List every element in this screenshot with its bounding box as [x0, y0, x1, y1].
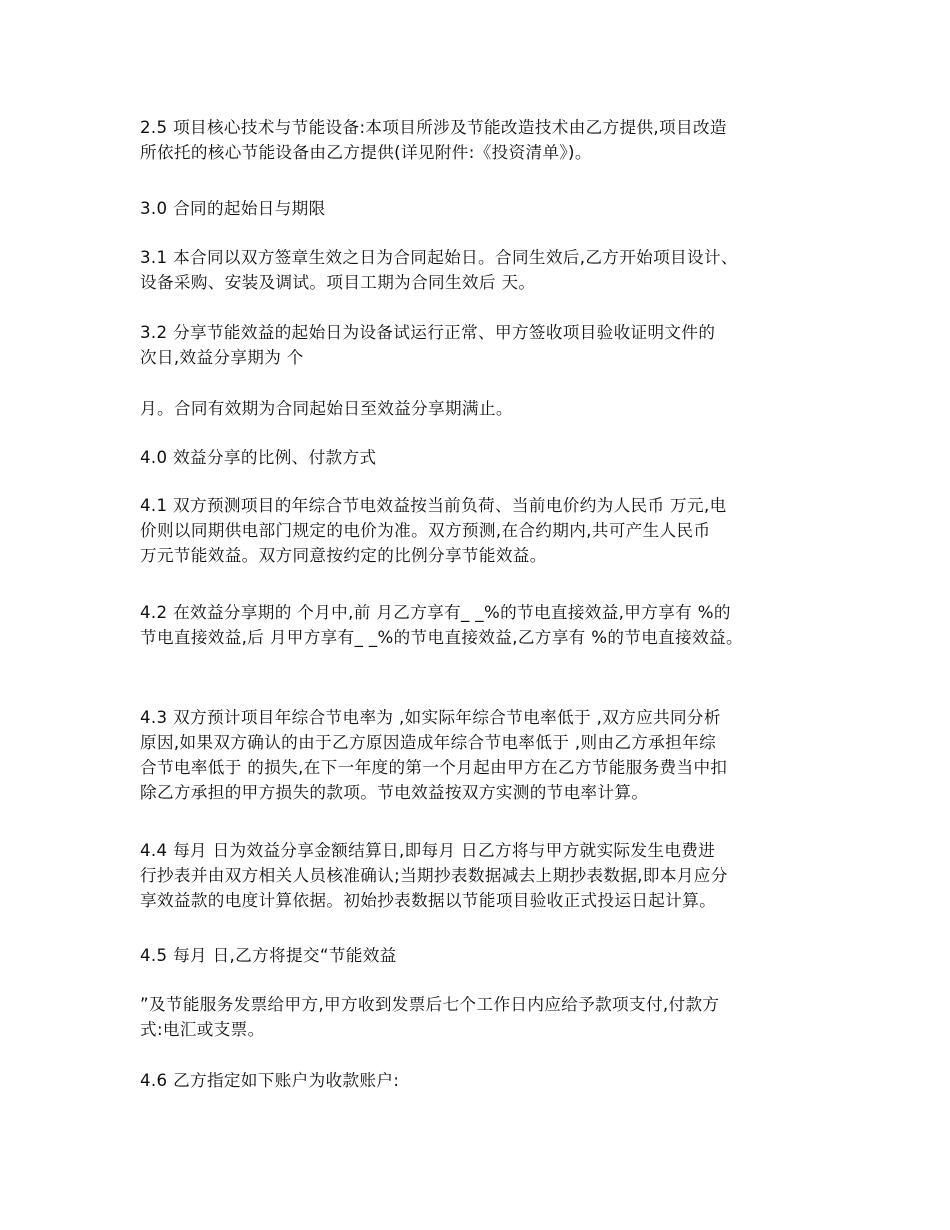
paragraph-4-3	[140, 705, 727, 805]
paragraph-4-4	[140, 838, 728, 913]
text-line: 式:电汇或支票。	[140, 1020, 265, 1039]
text-line: 4.0 效益分享的比例、付款方式	[140, 448, 377, 467]
paragraph-4-5-continued	[140, 992, 719, 1042]
paragraph-3-1	[140, 245, 738, 295]
section-heading-4-0	[140, 445, 376, 470]
text-line: 2.5 项目核心技术与节能设备:本项目所涉及节能改造技术由乙方提供,项目改造	[140, 118, 727, 137]
paragraph-3-2-continued	[140, 396, 513, 421]
text-line: 4.3 双方预计项目年综合节电率为 ,如实际年综合节电率低于 ,双方应共同分析	[140, 708, 721, 727]
text-line: 3.2 分享节能效益的起始日为设备试运行正常、甲方签收项目验收证明文件的	[140, 323, 716, 342]
text-line: 除乙方承担的甲方损失的款项。节电效益按双方实测的节电率计算。	[140, 783, 649, 802]
paragraph-4-2	[140, 600, 743, 650]
paragraph-4-6	[140, 1068, 399, 1093]
text-line: 合节电率低于 的损失,在下一年度的第一个月起由甲方在乙方节能服务费当中扣	[140, 758, 728, 777]
text-line: 4.4 每月 日为效益分享金额结算日,即每月 日乙方将与甲方就实际发生电费进	[140, 841, 716, 860]
text-line: 设备采购、安装及调试。项目工期为合同生效后 天。	[140, 273, 536, 292]
text-line: 3.0 合同的起始日与期限	[140, 199, 326, 218]
paragraph-2-5	[140, 115, 727, 165]
paragraph-4-1	[140, 493, 727, 568]
text-line: 4.2 在效益分享期的 个月中,前 月乙方享有_ _%的节电直接效益,甲方享有 %的	[140, 603, 731, 622]
text-line: 4.1 双方预测项目的年综合节电效益按当前负荷、当前电价约为人民币 万元,电	[140, 496, 727, 515]
paragraph-3-2	[140, 320, 715, 370]
text-line: 4.5 每月 日,乙方将提交“节能效益	[140, 946, 397, 965]
text-line: 万元节能效益。双方同意按约定的比例分享节能效益。	[140, 546, 547, 565]
text-line: 节电直接效益,后 月甲方享有_ _%的节电直接效益,乙方享有 %的节电直接效益。	[140, 628, 743, 647]
text-line: 行抄表并由双方相关人员核准确认;当期抄表数据减去上期抄表数据,即本月应分	[140, 866, 728, 885]
text-line: 享效益款的电度计算依据。初始抄表数据以节能项目验收正式投运日起计算。	[140, 891, 717, 910]
text-line: 所依托的核心节能设备由乙方提供(详见附件:《投资清单》)。	[140, 143, 592, 162]
text-line: 4.6 乙方指定如下账户为收款账户:	[140, 1071, 400, 1090]
text-line: 3.1 本合同以双方签章生效之日为合同起始日。合同生效后,乙方开始项目设计、	[140, 248, 738, 267]
paragraph-4-5	[140, 943, 397, 968]
text-line: 月。合同有效期为合同起始日至效益分享期满止。	[140, 399, 513, 418]
text-line: 次日,效益分享期为 个	[140, 348, 304, 367]
text-line: ”及节能服务发票给甲方,甲方收到发票后七个工作日内应给予款项支付,付款方	[140, 995, 720, 1014]
text-line: 原因,如果双方确认的由于乙方原因造成年综合节电率低于 ,则由乙方承担年综	[140, 733, 717, 752]
section-heading-3-0	[140, 196, 326, 221]
text-line: 价则以同期供电部门规定的电价为准。双方预测,在合约期内,共可产生人民币	[140, 521, 711, 540]
